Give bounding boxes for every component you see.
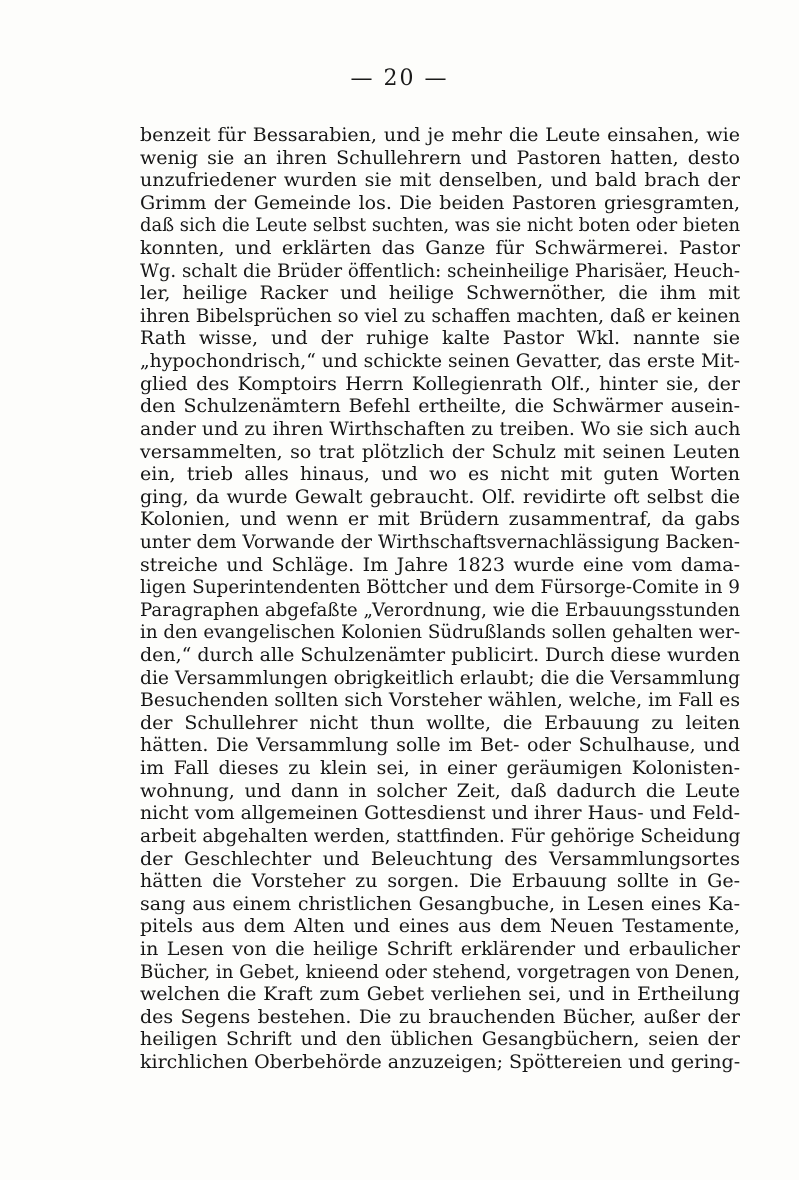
text-line: „hypochondrisch,“ und schickte seinen Gevatter, das erste Mit-: [140, 350, 740, 373]
text-line: benzeit für Bessarabien, und je mehr die Leute einsahen, wie: [140, 124, 740, 146]
text-line: Rath wisse, und der ruhige kalte Pastor Wkl. nannte sie: [140, 327, 740, 350]
text-line: ligen Superintendenten Böttcher und dem Fürsorge-Comite in 9: [140, 576, 740, 599]
text-line: welchen die Kraft zum Gebet verliehen sei, und in Ertheilung: [140, 983, 740, 1006]
text-line: Bücher, in Gebet, knieend oder stehend, vorgetragen von Denen,: [140, 960, 740, 983]
body-text: [140, 124, 740, 1074]
text-line: in Lesen von die heilige Schrift erklärender und erbaulicher: [140, 937, 740, 960]
text-line: Wg. schalt die Brüder öffentlich: scheinheilige Pharisäer, Heuch-: [140, 259, 741, 282]
text-line: Besuchenden sollten sich Vorsteher wählen, welche, im Fall es: [140, 689, 741, 712]
text-line: hätten. Die Versammlung solle im Bet- oder Schulhause, und: [140, 734, 740, 757]
text-line: Paragraphen abgefaßte „Verordnung, wie die Erbauungsstunden: [140, 598, 741, 621]
text-line: der Schullehrer nicht thun wollte, die Erbauung zu leiten: [140, 711, 740, 734]
text-line: daß sich die Leute selbst suchten, was sie nicht boten oder bieten: [140, 214, 740, 237]
text-line: die Versammlungen obrigkeitlich erlaubt; die die Versammlung: [140, 666, 741, 689]
text-line: im Fall dieses zu klein sei, in einer geräumigen Kolonisten-: [140, 757, 740, 780]
text-line: des Segens bestehen. Die zu brauchenden Bücher, außer der: [140, 1005, 740, 1028]
text-line: nicht vom allgemeinen Gottesdienst und ihrer Haus- und Feld-: [140, 802, 740, 825]
text-line: versammelten, so trat plötzlich der Schulz mit seinen Leuten: [140, 440, 740, 463]
text-line: der Geschlechter und Beleuchtung des Versammlungsortes: [140, 847, 740, 870]
text-line: ihren Bibelsprüchen so viel zu schaffen machten, daß er keinen: [140, 304, 741, 327]
text-line: ging, da wurde Gewalt gebraucht. Olf. revidirte oft selbst die: [140, 485, 740, 508]
text-line: heiligen Schrift und den üblichen Gesangbüchern, seien der: [140, 1028, 740, 1051]
text-line: ler, heilige Racker und heilige Schwernöther, die ihm mit: [140, 282, 740, 305]
page-number: — 20 —: [350, 66, 449, 91]
text-line: ander und zu ihren Wirthschaften zu treiben. Wo sie sich auch: [140, 417, 741, 440]
text-line: arbeit abgehalten werden, stattfinden. Für gehörige Scheidung: [140, 824, 741, 847]
text-line: den Schulzenämtern Befehl ertheilte, die Schwärmer ausein-: [140, 395, 740, 418]
text-line: wohnung, und dann in solcher Zeit, daß dadurch die Leute: [140, 779, 740, 802]
text-line: konnten, und erklärten das Ganze für Schwärmerei. Pastor: [140, 237, 740, 260]
text-line: den,“ durch alle Schulzenämter publicirt. Durch diese wurden: [140, 644, 741, 667]
text-line: unzufriedener wurden sie mit denselben, und bald brach der: [140, 169, 740, 192]
text-line: pitels aus dem Alten und eines aus dem Neuen Testamente,: [140, 915, 740, 938]
text-line: Grimm der Gemeinde los. Die beiden Pastoren griesgramten,: [140, 191, 740, 214]
text-line: unter dem Vorwande der Wirthschaftsvernachlässigung Backen-: [140, 530, 740, 553]
text-line: kirchlichen Oberbehörde anzuzeigen; Spöttereien und gering-: [140, 1050, 741, 1073]
text-line: Kolonien, und wenn er mit Brüdern zusammentraf, da gabs: [140, 508, 740, 531]
text-line: glied des Komptoirs Herrn Kollegienrath Olf., hinter sie, der: [140, 372, 740, 395]
text-line: hätten die Vorsteher zu sorgen. Die Erbauung sollte in Ge-: [140, 870, 740, 893]
text-line: ein, trieb alles hinaus, und wo es nicht mit guten Worten: [140, 463, 740, 486]
text-line: wenig sie an ihren Schullehrern und Pastoren hatten, desto: [140, 146, 740, 169]
text-line: streiche und Schläge. Im Jahre 1823 wurde eine vom dama-: [140, 553, 740, 576]
text-line: sang aus einem christlichen Gesangbuche, in Lesen eines Ka-: [140, 892, 740, 915]
text-line: in den evangelischen Kolonien Südrußlands sollen gehalten wer-: [140, 621, 740, 644]
